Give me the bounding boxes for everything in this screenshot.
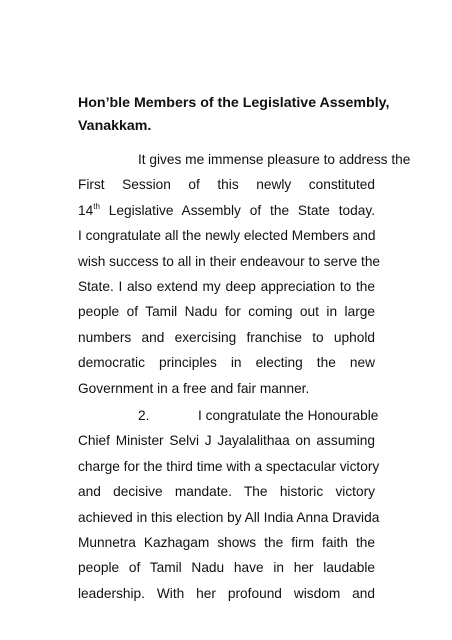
paragraph-1-line-4: I congratulate all the newly elected Members and — [78, 228, 376, 244]
paragraph-number: 2. — [138, 408, 150, 423]
paragraph-1-line-7: people of Tamil Nadu for coming out in large — [78, 304, 375, 320]
paragraph-2 — [78, 403, 380, 606]
paragraph-2-line-5: achieved in this election by All India Anna Dravida — [78, 509, 380, 525]
paragraph-1-line-10: Government in a free and fair manner. — [78, 380, 310, 396]
paragraph-1-line-8: numbers and exercising franchise to uphold — [78, 329, 375, 345]
salutation: Hon’ble Members of the Legislative Assembly, — [78, 95, 390, 111]
paragraph-1-line-9: democratic principles in electing the new — [78, 355, 375, 371]
paragraph-2-line-1 — [78, 403, 379, 428]
ordinal-number: 14 — [78, 202, 94, 218]
paragraph-1-line-6: State. I also extend my deep appreciation to the — [78, 278, 375, 294]
paragraph-2-line-6: Munnetra Kazhagam shows the firm faith the — [78, 534, 375, 550]
paragraph-2-line-7: people of Tamil Nadu have in her laudable — [78, 560, 375, 576]
greeting: Vanakkam. — [78, 118, 152, 134]
paragraph-1 — [78, 147, 411, 401]
paragraph-2-line-2: Chief Minister Selvi J Jayalalithaa on assuming — [78, 433, 375, 449]
paragraph-2-line-3: charge for the third time with a spectacular victory — [78, 458, 380, 474]
paragraph-1-line-1: It gives me immense pleasure to address the — [138, 152, 411, 167]
paragraph-1-line-3-text: Legislative Assembly of the State today. — [108, 202, 376, 218]
paragraph-1-line-3 — [78, 198, 375, 223]
paragraph-1-line-2: First Session of this newly constituted — [78, 177, 375, 193]
ordinal-suffix: th — [93, 201, 100, 211]
paragraph-2-line-4: and decisive mandate. The historic victory — [78, 484, 375, 500]
paragraph-2-line-1-text: I congratulate the Honourable — [198, 408, 379, 423]
paragraph-1-line-5: wish success to all in their endeavour to serve the — [78, 253, 381, 269]
paragraph-2-line-8: leadership. With her profound wisdom and — [78, 585, 375, 601]
